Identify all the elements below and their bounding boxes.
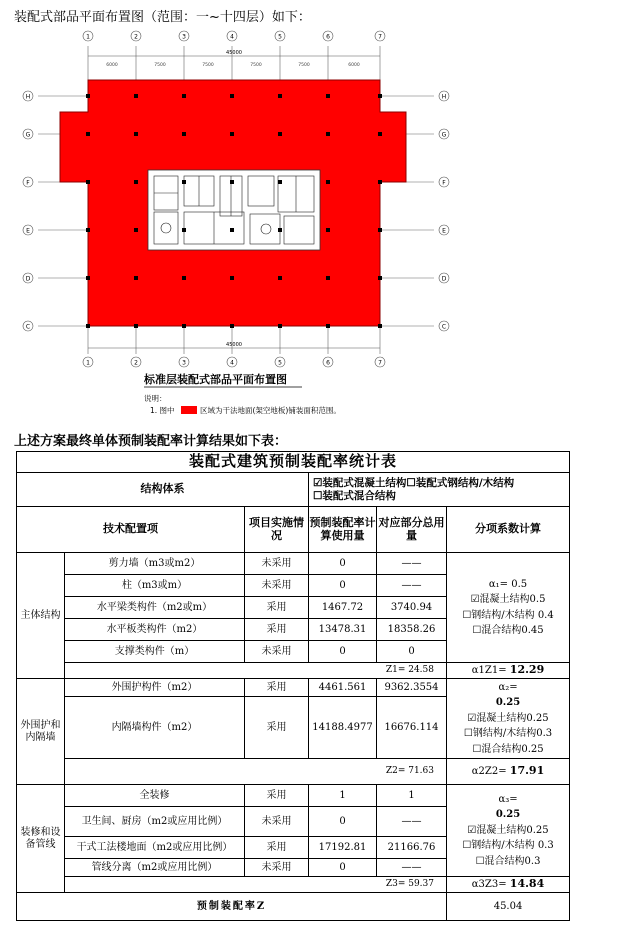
structural-column bbox=[378, 180, 382, 184]
table-row-prefab: 1 bbox=[309, 785, 377, 807]
dimension-bay: 7500 bbox=[250, 63, 262, 68]
table-row-total: 3740.94 bbox=[377, 597, 447, 619]
table-row-total: 9362.3554 bbox=[377, 679, 447, 697]
axis-label: 7 bbox=[378, 33, 382, 41]
axis-label: 1 bbox=[86, 359, 90, 367]
structural-column bbox=[326, 276, 330, 280]
table-row-total: 18358.26 bbox=[377, 619, 447, 641]
table-row-status: 采用 bbox=[245, 697, 309, 759]
axis-label: H bbox=[441, 93, 447, 101]
dimension-bay: 7500 bbox=[154, 63, 166, 68]
dimension-total: 45000 bbox=[226, 50, 242, 56]
table-row-item: 管线分离（m2或应用比例） bbox=[65, 859, 245, 877]
table-row-total: 1 bbox=[377, 785, 447, 807]
table-row-total: —— bbox=[377, 553, 447, 575]
structural-column bbox=[182, 94, 186, 98]
table-row-item: 内隔墙构件（m2） bbox=[65, 697, 245, 759]
table-row-total: 0 bbox=[377, 641, 447, 663]
table-row-status: 采用 bbox=[245, 785, 309, 807]
table-row-item: 水平梁类构件（m2或m） bbox=[65, 597, 245, 619]
assembly-rate-table bbox=[16, 451, 570, 921]
col-total: 对应部分总用量 bbox=[377, 507, 447, 553]
structural-column bbox=[86, 228, 90, 232]
table-row-status: 未采用 bbox=[245, 553, 309, 575]
axis-label: H bbox=[25, 93, 31, 101]
axis-label: 2 bbox=[134, 359, 138, 367]
g3-coef: α₃= 0.25 ☑混凝土结构0.25 ☐钢结构/木结构 0.3 ☐混合结构0.3 bbox=[447, 785, 570, 877]
axis-label: F bbox=[442, 179, 446, 187]
table-row-prefab: 4461.561 bbox=[309, 679, 377, 697]
structural-column bbox=[278, 228, 282, 232]
axis-label: 1 bbox=[86, 33, 90, 41]
dimension-bay: 6000 bbox=[348, 63, 360, 68]
table-row-status: 采用 bbox=[245, 597, 309, 619]
table-row-total: —— bbox=[377, 807, 447, 837]
structure-option-1: ☑装配式混凝土结构☐装配式钢结构/木结构 bbox=[313, 477, 515, 490]
axis-label: C bbox=[441, 323, 447, 331]
structural-column bbox=[134, 94, 138, 98]
col-status: 项目实施情况 bbox=[245, 507, 309, 553]
table-row-prefab: 1467.72 bbox=[309, 597, 377, 619]
dimension-total: 45000 bbox=[226, 342, 242, 348]
table-row-item: 支撑类构件（m） bbox=[65, 641, 245, 663]
structural-column bbox=[182, 324, 186, 328]
table-title: 装配式建筑预制装配率统计表 bbox=[17, 452, 570, 473]
structural-column bbox=[278, 276, 282, 280]
axis-label: 5 bbox=[278, 359, 282, 367]
table-row-status: 未采用 bbox=[245, 859, 309, 877]
structural-column bbox=[230, 276, 234, 280]
structural-column bbox=[86, 132, 90, 136]
axis-label: G bbox=[441, 131, 447, 139]
result-heading: 上述方案最终单体预制装配率计算结果如下表： bbox=[14, 434, 288, 449]
g3-sum: Z3= 59.37 bbox=[65, 877, 447, 893]
table-row-status: 采用 bbox=[245, 679, 309, 697]
structural-column bbox=[378, 228, 382, 232]
table-row-item: 剪力墙（m3或m2） bbox=[65, 553, 245, 575]
structural-column bbox=[378, 94, 382, 98]
col-tech: 技术配置项 bbox=[17, 507, 245, 553]
plan-heading: 装配式部品平面布置图（范围：一~十四层）如下： bbox=[14, 10, 311, 25]
table-row-prefab: 0 bbox=[309, 641, 377, 663]
structural-column bbox=[134, 132, 138, 136]
axis-label: E bbox=[442, 227, 446, 235]
table-row-prefab: 13478.31 bbox=[309, 619, 377, 641]
dryfloor-area bbox=[60, 80, 406, 326]
structure-option-2: ☐装配式混合结构 bbox=[313, 489, 396, 502]
structural-column bbox=[86, 324, 90, 328]
table-row-prefab: 0 bbox=[309, 807, 377, 837]
structural-column bbox=[230, 180, 234, 184]
table-row-prefab: 0 bbox=[309, 859, 377, 877]
structural-column bbox=[182, 228, 186, 232]
col-coef: 分项系数计算 bbox=[447, 507, 570, 553]
structural-column bbox=[134, 276, 138, 280]
group-envelope-walls: 外围护和内隔墙 bbox=[17, 679, 65, 785]
g2-result: α2Z2= 17.91 bbox=[447, 759, 570, 785]
axis-label: 6 bbox=[326, 33, 330, 41]
group-decoration-pipes: 装修和设备管线 bbox=[17, 785, 65, 893]
axis-label: 5 bbox=[278, 33, 282, 41]
structural-column bbox=[326, 132, 330, 136]
floor-plan-drawing bbox=[16, 26, 456, 422]
table-row-status: 采用 bbox=[245, 837, 309, 859]
table-row-item: 外围护构件（m2） bbox=[65, 679, 245, 697]
structural-column bbox=[378, 132, 382, 136]
table-row-total: 16676.114 bbox=[377, 697, 447, 759]
table-row-item: 柱（m3或m） bbox=[65, 575, 245, 597]
structural-column bbox=[134, 324, 138, 328]
axis-label: 4 bbox=[230, 359, 234, 367]
axis-label: C bbox=[25, 323, 31, 331]
note-prefix: 1. 图中 bbox=[150, 406, 175, 415]
plan-caption: 标准层装配式部品平面布置图 bbox=[144, 373, 287, 386]
g3-result: α3Z3= 14.84 bbox=[447, 877, 570, 893]
table-row-item: 全装修 bbox=[65, 785, 245, 807]
structural-column bbox=[182, 180, 186, 184]
structural-column bbox=[86, 94, 90, 98]
axis-label: E bbox=[26, 227, 30, 235]
group-main-structure: 主体结构 bbox=[17, 553, 65, 679]
axis-label: 3 bbox=[182, 359, 186, 367]
structural-column bbox=[182, 132, 186, 136]
dimension-bay: 7500 bbox=[202, 63, 214, 68]
structural-column bbox=[134, 228, 138, 232]
g1-sum: Z1= 24.58 bbox=[65, 663, 447, 679]
structural-column bbox=[278, 132, 282, 136]
g2-sum: Z2= 71.63 bbox=[65, 759, 447, 785]
axis-label: F bbox=[26, 179, 30, 187]
table-row-item: 卫生间、厨房（m2或应用比例） bbox=[65, 807, 245, 837]
table-row-total: —— bbox=[377, 859, 447, 877]
axis-label: 6 bbox=[326, 359, 330, 367]
structural-column bbox=[326, 180, 330, 184]
axis-label: G bbox=[25, 131, 31, 139]
axis-label: D bbox=[441, 275, 447, 283]
table-row-item: 干式工法楼地面（m2或应用比例） bbox=[65, 837, 245, 859]
structural-column bbox=[230, 324, 234, 328]
structural-column bbox=[326, 94, 330, 98]
col-prefab: 预制装配率计算使用量 bbox=[309, 507, 377, 553]
table-row-status: 未采用 bbox=[245, 641, 309, 663]
table-row-status: 未采用 bbox=[245, 575, 309, 597]
g1-coef: α₁= 0.5 ☑混凝土结构0.5 ☐钢结构/木结构 0.4 ☐混合结构0.45 bbox=[447, 553, 570, 663]
table-row-prefab: 0 bbox=[309, 575, 377, 597]
structural-column bbox=[230, 228, 234, 232]
structural-column bbox=[230, 94, 234, 98]
structural-column bbox=[230, 132, 234, 136]
note-title: 说明： bbox=[144, 394, 167, 403]
structural-column bbox=[182, 276, 186, 280]
structural-column bbox=[278, 94, 282, 98]
table-row-prefab: 0 bbox=[309, 553, 377, 575]
dimension-bay: 7500 bbox=[298, 63, 310, 68]
structural-column bbox=[326, 324, 330, 328]
table-row-total: 21166.76 bbox=[377, 837, 447, 859]
final-rate-label: 预制装配率Z bbox=[17, 893, 447, 921]
final-rate-value: 45.04 bbox=[447, 893, 570, 921]
structure-system-label: 结构体系 bbox=[17, 473, 309, 507]
structural-column bbox=[86, 276, 90, 280]
g1-result: α1Z1= 12.29 bbox=[447, 663, 570, 679]
note-red-swatch bbox=[181, 406, 197, 414]
table-row-prefab: 17192.81 bbox=[309, 837, 377, 859]
axis-label: 2 bbox=[134, 33, 138, 41]
structural-column bbox=[278, 324, 282, 328]
axis-label: D bbox=[25, 275, 31, 283]
structural-column bbox=[278, 180, 282, 184]
structural-column bbox=[326, 228, 330, 232]
table-row-item: 水平板类构件（m2） bbox=[65, 619, 245, 641]
table-row-status: 采用 bbox=[245, 619, 309, 641]
g2-coef: α₂= 0.25 ☑混凝土结构0.25 ☐钢结构/木结构0.3 ☐混合结构0.25 bbox=[447, 679, 570, 759]
note-suffix: 区域为干法地面(架空地板)铺装面积范围。 bbox=[200, 406, 341, 415]
structural-column bbox=[378, 276, 382, 280]
table-row-status: 未采用 bbox=[245, 807, 309, 837]
dimension-bay: 6000 bbox=[106, 63, 118, 68]
structure-options bbox=[309, 473, 570, 507]
axis-label: 7 bbox=[378, 359, 382, 367]
axis-label: 4 bbox=[230, 33, 234, 41]
table-row-total: —— bbox=[377, 575, 447, 597]
table-row-prefab: 14188.4977 bbox=[309, 697, 377, 759]
structural-column bbox=[378, 324, 382, 328]
structural-column bbox=[86, 180, 90, 184]
structural-column bbox=[134, 180, 138, 184]
axis-label: 3 bbox=[182, 33, 186, 41]
